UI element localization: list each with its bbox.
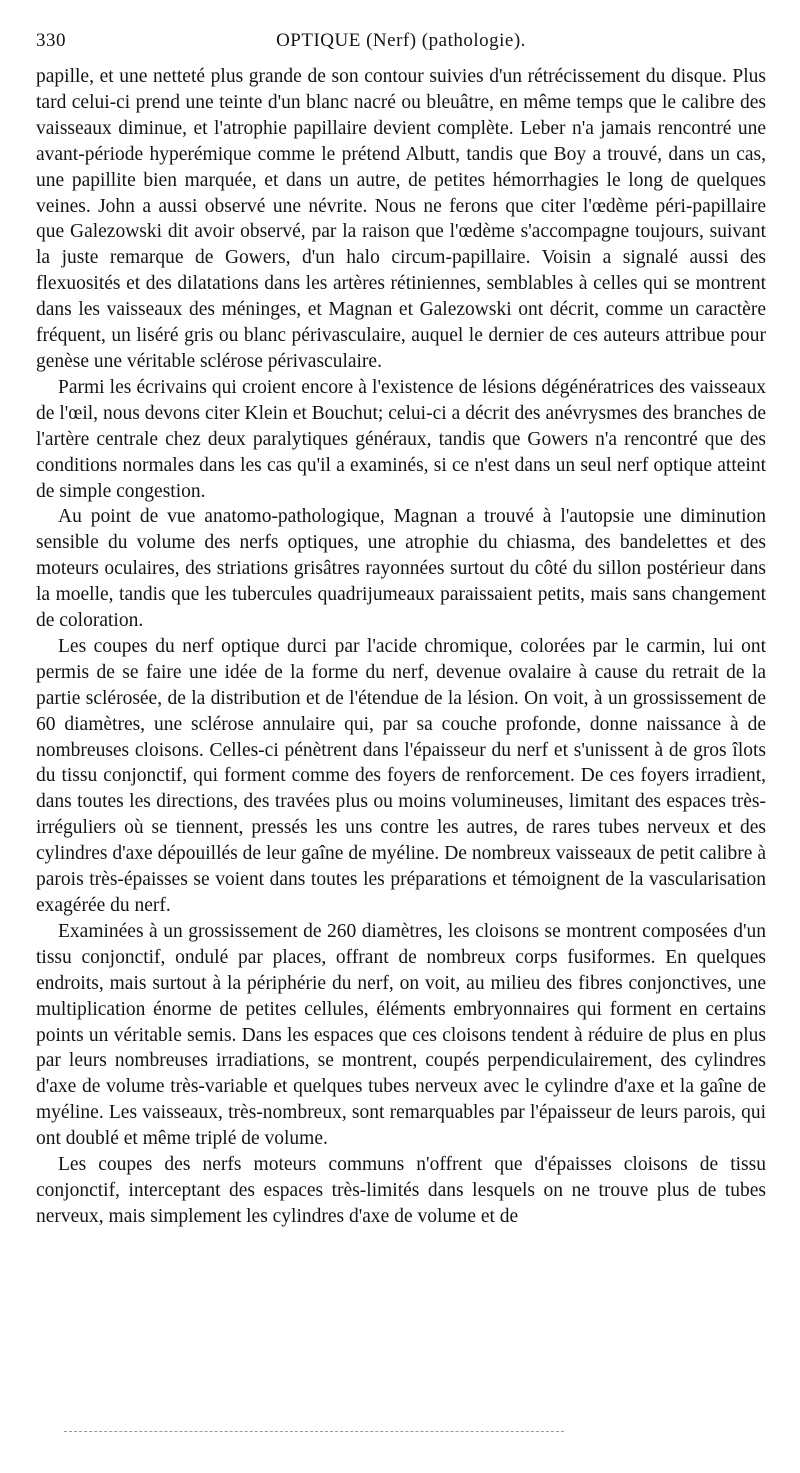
footer-rule [64, 1431, 564, 1432]
paragraph: Les coupes du nerf optique durci par l'acide chromique, colorées par le carmin, lui ont permis de se faire une idée de la forme du nerf, devenue ovalaire à cause du retrait de la partie sclérosée, de la distribution et de l'étendue de la lésion. On voit, à un grossissement de 60 diamètres, une sclérose annulaire qui, par sa couche profonde, donne naissance à de nombreuses cloisons. Celles-ci pénètrent dans l'épaisseur du nerf et s'unissent à de gros îlots du tissu conjonctif, qui forment comme des foyers de renforcement. De ces foyers irradient, dans toutes les directions, des travées plus ou moins volumineuses, limitant des espaces très-irréguliers où se tiennent, pressés les uns contre les autres, de rares tubes nerveux et des cylindres d'axe dépouillés de leur gaîne de myéline. De nombreux vaisseaux de petit calibre à parois très-épaisses se voient dans toutes les préparations et témoignent de la vascularisation exagérée du nerf. [36, 635, 766, 916]
paragraph: Examinées à un grossissement de 260 diamètres, les cloisons se montrent composées d'un tissu conjonctif, ondulé par places, offrant de nombreux corps fusiformes. En quelques endroits, mais surtout à la périphérie du nerf, on voit, au milieu des fibres conjonctives, une multiplication énorme de petites cellules, éléments embryonnaires qui forment en certains points un véritable semis. Dans les espaces que ces cloisons tendent à réduire de plus en plus par leurs nombreuses irradiations, se montrent, coupés perpendiculairement, des cylindres d'axe de volume très-variable et quelques tubes nerveux avec le cylindre d'axe et la gaîne de myéline. Les vaisseaux, très-nombreux, sont remarquables par l'épaisseur de leurs parois, qui ont doublé et même triplé de volume. [36, 920, 766, 1150]
paragraph: Les coupes des nerfs moteurs communs n'offrent que d'épaisses cloisons de tissu conjonctif, interceptant des espaces très-limités dans lesquels on ne trouve plus de tubes nerveux, mais simplement les cylindres d'axe de volume et de [36, 1154, 766, 1227]
running-title: OPTIQUE (Nerf) (pathologie). [276, 30, 526, 51]
page-header [36, 28, 766, 58]
book-page [36, 28, 766, 1230]
body-text [36, 64, 766, 1230]
paragraph: Au point de vue anatomo-pathologique, Magnan a trouvé à l'autopsie une diminution sensible du volume des nerfs optiques, une atrophie du chiasma, des bandelettes et des moteurs oculaires, des striations grisâtres rayonnées surtout du côté du sillon postérieur dans la moelle, tandis que les tubercules quadrijumeaux paraissaient petits, mais sans changement de coloration. [36, 506, 766, 632]
paragraph: Parmi les écrivains qui croient encore à l'existence de lésions dégénératrices des vaisseaux de l'œil, nous devons citer Klein et Bouchut; celui-ci a décrit des anévrysmes des branches de l'artère centrale chez deux paralytiques généraux, tandis que Gowers n'a rencontré que des conditions normales dans les cas qu'il a examinés, si ce n'est dans un seul nerf optique atteint de simple congestion. [36, 376, 766, 502]
page-number: 330 [36, 30, 66, 51]
paragraph-continued: papille, et une netteté plus grande de son contour suivies d'un rétrécissement du disque. Plus tard celui-ci prend une teinte d'un blanc nacré ou bleuâtre, en même temps que le calibre des vaisseaux diminue, et l'atrophie papillaire devient complète. Leber n'a jamais rencontré une avant-période hyperémique comme le prétend Albutt, tandis que Boy a trouvé, dans un cas, une papillite bien marquée, et dans un autre, de petites hémorrhagies le long de quelques veines. John a aussi observé une névrite. Nous ne ferons que citer l'œdème péri-papillaire que Galezowski dit avoir observé, par la raison que l'œdème s'accompagne toujours, suivant la juste remarque de Gowers, d'un halo circum-papillaire. Voisin a signalé aussi des flexuosités et des dilatations dans les artères rétiniennes, semblables à celles qui se montrent dans les vaisseaux des méninges, et Magnan et Galezowski ont décrit, comme un caractère fréquent, un liséré gris ou blanc périvasculaire, auquel le dernier de ces auteurs attribue pour genèse une véritable sclérose périvasculaire. [36, 66, 766, 372]
